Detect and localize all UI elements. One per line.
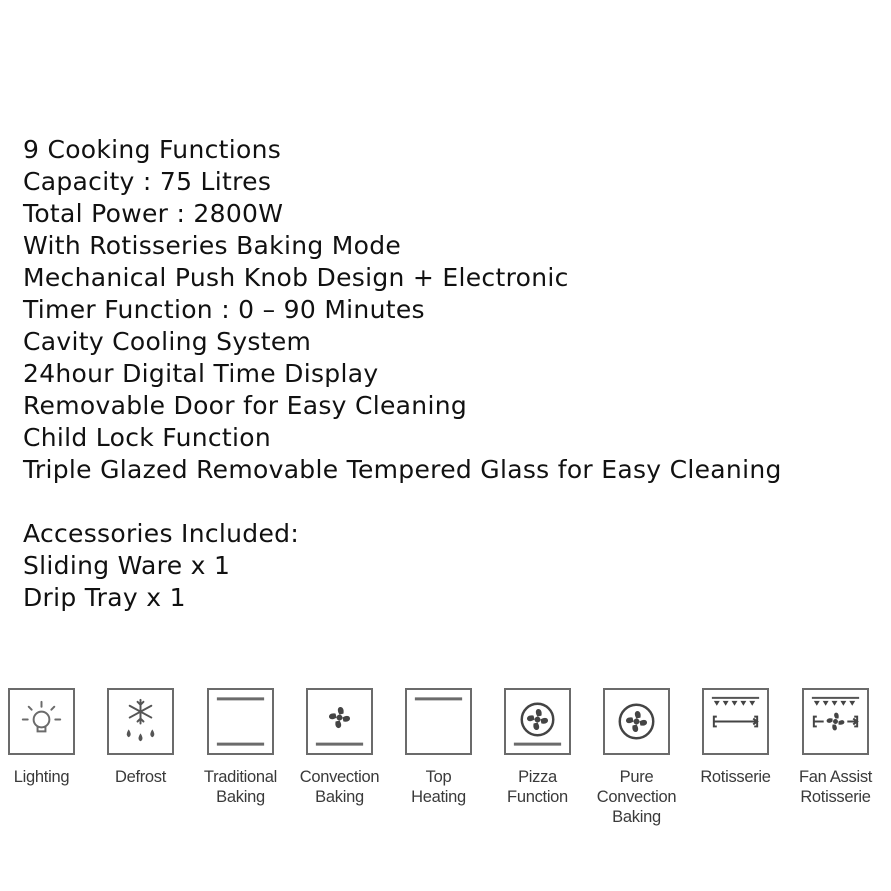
function-rotisserie [686,688,785,787]
feature-line: 24hour Digital Time Display [23,359,379,388]
function-label: Lighting [13,768,70,786]
function-fan-assist-rotisserie [786,688,885,807]
spacer [23,486,873,518]
feature-line: With Rotisseries Baking Mode [23,231,402,260]
accessories-heading: Accessories Included: [23,519,300,548]
feature-line: Cavity Cooling System [23,327,312,356]
feature-line: Mechanical Push Knob Design + Electronic [23,263,569,292]
cooking-functions-row [0,688,891,848]
function-label: Convection Baking [299,768,380,806]
function-label: Pure Convection Baking [596,768,677,826]
function-label: Traditional Baking [203,768,278,806]
lightbulb-icon [8,688,75,755]
accessory-item: Sliding Ware x 1 [23,551,231,580]
feature-line: Removable Door for Easy Cleaning [23,391,468,420]
function-label: Pizza Function [507,768,568,806]
feature-line: Triple Glazed Removable Tempered Glass for Easy Cleaning [23,455,782,484]
snowflake-drops-icon [107,688,174,755]
function-convection-baking [290,688,389,807]
top-bottom-heat-icon [207,688,274,755]
fan-bottom-heat-icon [306,688,373,755]
function-traditional-baking [191,688,290,807]
feature-line: Timer Function : 0 – 90 Minutes [23,295,425,324]
feature-line: Capacity : 75 Litres [23,167,272,196]
top-heat-icon [405,688,472,755]
features-list [23,134,873,614]
feature-line: Total Power : 2800W [23,199,284,228]
function-defrost [91,688,190,787]
function-pizza [488,688,587,807]
rotisserie-icon [702,688,769,755]
function-top-heating [389,688,488,807]
fan-rotisserie-icon [802,688,869,755]
function-label: Defrost [114,768,167,786]
feature-line: Child Lock Function [23,423,271,452]
fan-circle-bottom-heat-icon [504,688,571,755]
function-label: Top Heating [411,768,466,806]
function-lighting [0,688,91,787]
accessory-item: Drip Tray x 1 [23,583,186,612]
function-label: Rotisserie [700,768,771,786]
feature-line: 9 Cooking Functions [23,135,282,164]
fan-circle-icon [603,688,670,755]
function-pure-convection-baking [587,688,686,827]
function-label: Fan Assist Rotisserie [798,768,873,806]
